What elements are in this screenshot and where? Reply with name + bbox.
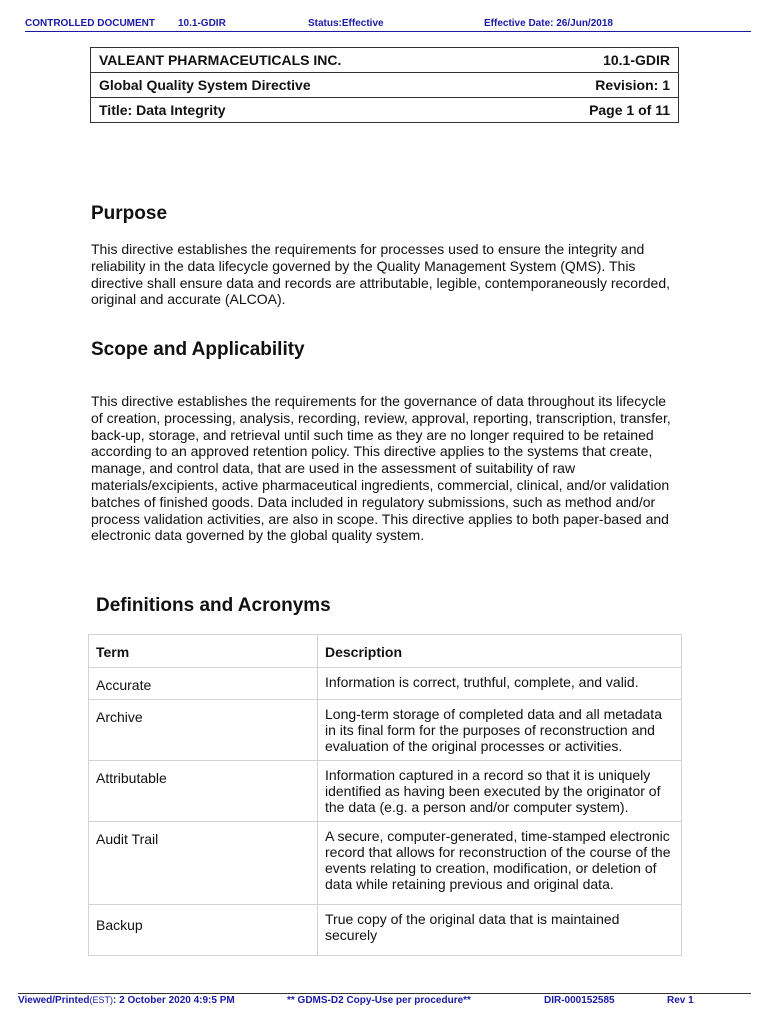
column-header-description: Description — [318, 635, 682, 668]
document-number: 10.1-GDIR — [518, 48, 679, 73]
timezone-label: (EST) — [89, 995, 114, 1005]
purpose-heading: Purpose — [91, 203, 168, 224]
table-row — [89, 761, 682, 822]
control-bar — [25, 17, 751, 32]
control-effective-date: Effective Date: 26/Jun/2018 — [484, 18, 613, 29]
revision-number: Revision: 1 — [518, 73, 679, 98]
company-name: VALEANT PHARMACEUTICALS INC. — [91, 48, 518, 73]
table-row — [89, 905, 682, 956]
column-header-term: Term — [89, 635, 318, 668]
print-footer — [18, 993, 751, 1008]
scope-heading: Scope and Applicability — [91, 339, 305, 360]
term-cell: Audit Trail — [89, 822, 318, 905]
revision-footer: Rev 1 — [667, 995, 694, 1006]
table-row — [89, 700, 682, 761]
definitions-table — [88, 634, 682, 956]
table-row — [89, 822, 682, 905]
viewed-printed-info — [18, 995, 235, 1006]
control-doc-id: 10.1-GDIR — [178, 18, 226, 29]
viewed-label: Viewed/Printed — [18, 995, 90, 1006]
control-status: Status:Effective — [308, 18, 384, 29]
term-cell: Archive — [89, 700, 318, 761]
term-cell: Accurate — [89, 668, 318, 700]
document-header-table — [90, 47, 679, 123]
copy-use-note: ** GDMS-D2 Copy-Use per procedure** — [287, 995, 471, 1006]
document-title: Title: Data Integrity — [91, 98, 518, 123]
purpose-text: This directive establishes the requirements for processes used to ensure the integrity and reliability in the data lifecycle governed by the Quality Management System (QMS). This directive shall ensure data and records are attributable, legible, contemporaneously recorded, original and accurate (ALCOA). — [91, 241, 671, 308]
description-cell: A secure, computer-generated, time-stamped electronic record that allows for reconstruction of the course of the events relating to creation, modification, or deletion of data while retaining previous and original data. — [318, 822, 682, 905]
description-cell: Information captured in a record so that it is uniquely identified as having been executed by the originator of the data (e.g. a person and/or computer system). — [318, 761, 682, 822]
page-number: Page 1 of 11 — [518, 98, 679, 123]
dir-number: DIR-000152585 — [544, 995, 615, 1006]
term-cell: Backup — [89, 905, 318, 956]
table-row — [89, 668, 682, 700]
definitions-heading: Definitions and Acronyms — [96, 595, 331, 616]
viewed-date: : 2 October 2020 4:9:5 PM — [113, 995, 235, 1006]
scope-text: This directive establishes the requirements for the governance of data throughout its lifecycle of creation, processing, analysis, recording, review, approval, reporting, transcription, transfer, back-up, storage, and retrieval until such time as they are no longer required to be retained according to an approved retention policy. This directive applies to the systems that create, manage, and control data, that are used in the assessment of suitability of raw materials/excipients, active pharmaceutical ingredients, commercial, clinical, and/or validation batches of finished goods. Data included in regulatory submissions, such as method and/or process validation activities, are also in scope. This directive applies to both paper-based and electronic data governed by the global quality system. — [91, 393, 671, 544]
description-cell: Long-term storage of completed data and all metadata in its final form for the purposes of reconstruction and evaluation of the original processes or activities. — [318, 700, 682, 761]
controlled-document-label: CONTROLLED DOCUMENT — [25, 18, 155, 29]
directive-name: Global Quality System Directive — [91, 73, 518, 98]
term-cell: Attributable — [89, 761, 318, 822]
description-cell: True copy of the original data that is maintained securely — [318, 905, 682, 956]
definitions-header-row — [89, 635, 682, 668]
description-cell: Information is correct, truthful, complete, and valid. — [318, 668, 682, 700]
